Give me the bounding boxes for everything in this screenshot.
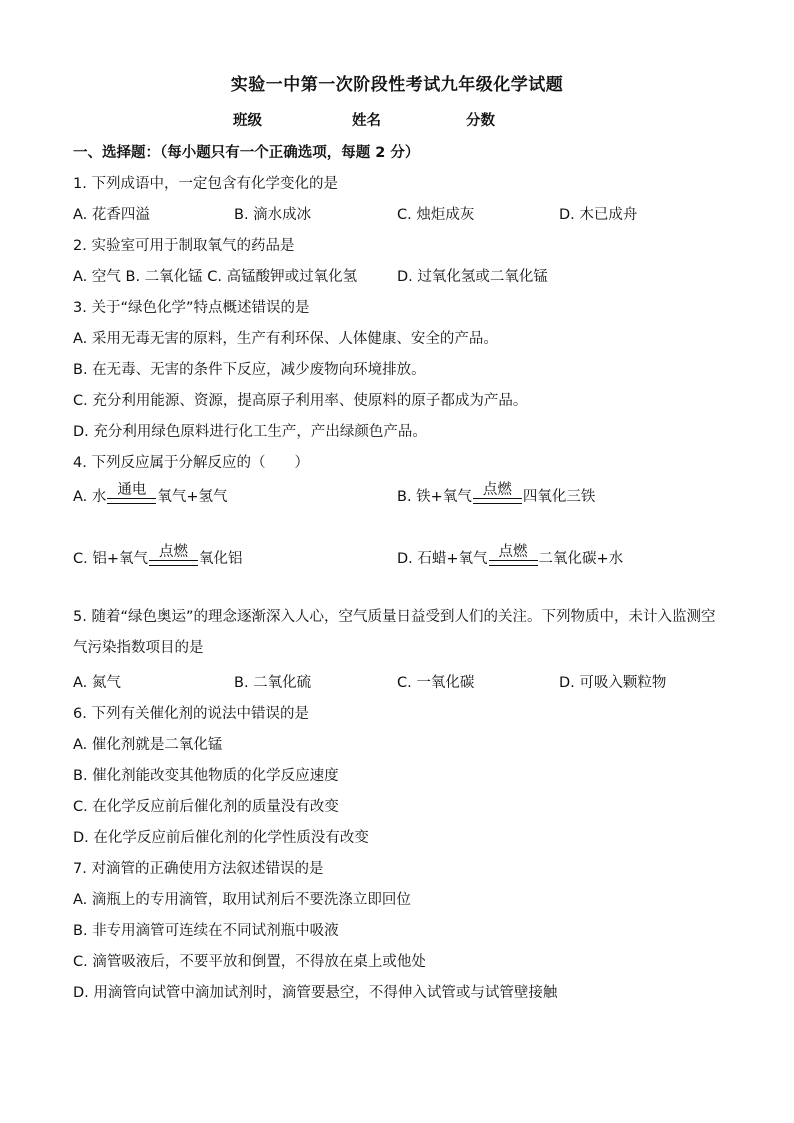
q7-option-c: C. 滴管吸液后，不要平放和倒置，不得放在桌上或他处 [73, 954, 426, 970]
q4b-products: 四氧化三铁 [522, 489, 596, 505]
q4-option-b [397, 484, 595, 506]
q5-option-d: D. 可吸入颗粒物 [559, 675, 667, 691]
question-6-stem: 6. 下列有关催化剂的说法中错误的是 [73, 706, 309, 722]
q1-option-d: D. 木已成舟 [559, 207, 638, 223]
q4c-condition: 点燃 [159, 544, 188, 560]
q1-option-b: B. 滴水成冰 [234, 207, 312, 223]
q4-option-c [73, 546, 243, 568]
q2-option-d: D. 过氧化氢或二氧化锰 [397, 269, 548, 285]
q5-option-c: C. 一氧化碳 [397, 675, 475, 691]
q7-option-a: A. 滴瓶上的专用滴管，取用试剂后不要洗涤立即回位 [73, 892, 411, 908]
q4d-condition: 点燃 [498, 544, 528, 560]
q1-option-c: C. 烛炬成灰 [397, 207, 475, 223]
double-line-icon [489, 560, 538, 566]
q7-option-b: B. 非专用滴管可连续在不同试剂瓶中吸液 [73, 923, 339, 939]
section-heading: 一、选择题：（每小题只有一个正确选项，每题 2 分） [73, 145, 420, 161]
q4-option-a [73, 484, 228, 506]
q1-option-a: A. 花香四溢 [73, 207, 150, 223]
q7-option-d: D. 用滴管向试管中滴加试剂时，滴管要悬空，不得伸入试管或与试管壁接触 [73, 985, 558, 1001]
double-line-icon [107, 498, 156, 504]
q5-option-b: B. 二氧化硫 [234, 675, 312, 691]
double-line-icon [473, 498, 522, 504]
q4b-reaction-arrow [473, 482, 522, 504]
q4a-reactants: A. 水 [73, 489, 107, 505]
question-3-stem: 3. 关于“绿色化学”特点概述错误的是 [73, 300, 310, 316]
question-7-stem: 7. 对滴管的正确使用方法叙述错误的是 [73, 861, 324, 877]
q4c-products: 氧化铝 [199, 551, 243, 567]
question-1-stem: 1. 下列成语中，一定包含有化学变化的是 [73, 176, 338, 192]
q4c-reaction-arrow [149, 544, 198, 566]
q3-option-b: B. 在无毒、无害的条件下反应，减少废物向环境排放。 [73, 362, 426, 378]
exam-title: 实验一中第一次阶段性考试九年级化学试题 [230, 75, 564, 95]
q4b-condition: 点燃 [482, 482, 512, 498]
double-line-icon [149, 560, 198, 566]
q3-option-c: C. 充分利用能源、资源，提高原子利用率、使原料的原子都成为产品。 [73, 393, 528, 409]
q4a-products: 氧气+氢气 [157, 489, 228, 505]
q4-option-d [397, 546, 623, 568]
q4d-reaction-arrow [489, 544, 538, 566]
q4d-products: 二氧化碳+水 [538, 551, 624, 567]
q6-option-c: C. 在化学反应前后催化剂的质量没有改变 [73, 799, 339, 815]
name-label: 姓名 [352, 113, 381, 129]
q3-option-d: D. 充分利用绿色原料进行化工生产，产出绿颜色产品。 [73, 424, 427, 440]
q5-option-a: A. 氮气 [73, 675, 121, 691]
q4c-reactants: C. 铝+氧气 [73, 551, 148, 567]
q4d-reactants: D. 石蜡+氧气 [397, 551, 488, 567]
q4a-reaction-arrow [107, 482, 156, 504]
q2-options-abc: A. 空气 B. 二氧化锰 C. 高锰酸钾或过氧化氢 [73, 269, 358, 285]
score-label: 分数 [466, 113, 495, 129]
class-label: 班级 [233, 113, 262, 129]
q6-option-b: B. 催化剂能改变其他物质的化学反应速度 [73, 768, 339, 784]
q6-option-d: D. 在化学反应前后催化剂的化学性质没有改变 [73, 830, 369, 846]
question-5-stem: 5. 随着“绿色奥运”的理念逐渐深入人心，空气质量日益受到人们的关注。下列物质中，未计入监测空气污染指数项目的是 [73, 609, 716, 656]
q6-option-a: A. 催化剂就是二氧化锰 [73, 737, 223, 753]
question-2-stem: 2. 实验室可用于制取氧气的药品是 [73, 238, 295, 254]
q3-option-a: A. 采用无毒无害的原料，生产有利环保、人体健康、安全的产品。 [73, 331, 498, 347]
question-4-stem: 4. 下列反应属于分解反应的（ ） [73, 455, 309, 471]
q4b-reactants: B. 铁+氧气 [397, 489, 472, 505]
q4a-condition: 通电 [117, 482, 147, 498]
